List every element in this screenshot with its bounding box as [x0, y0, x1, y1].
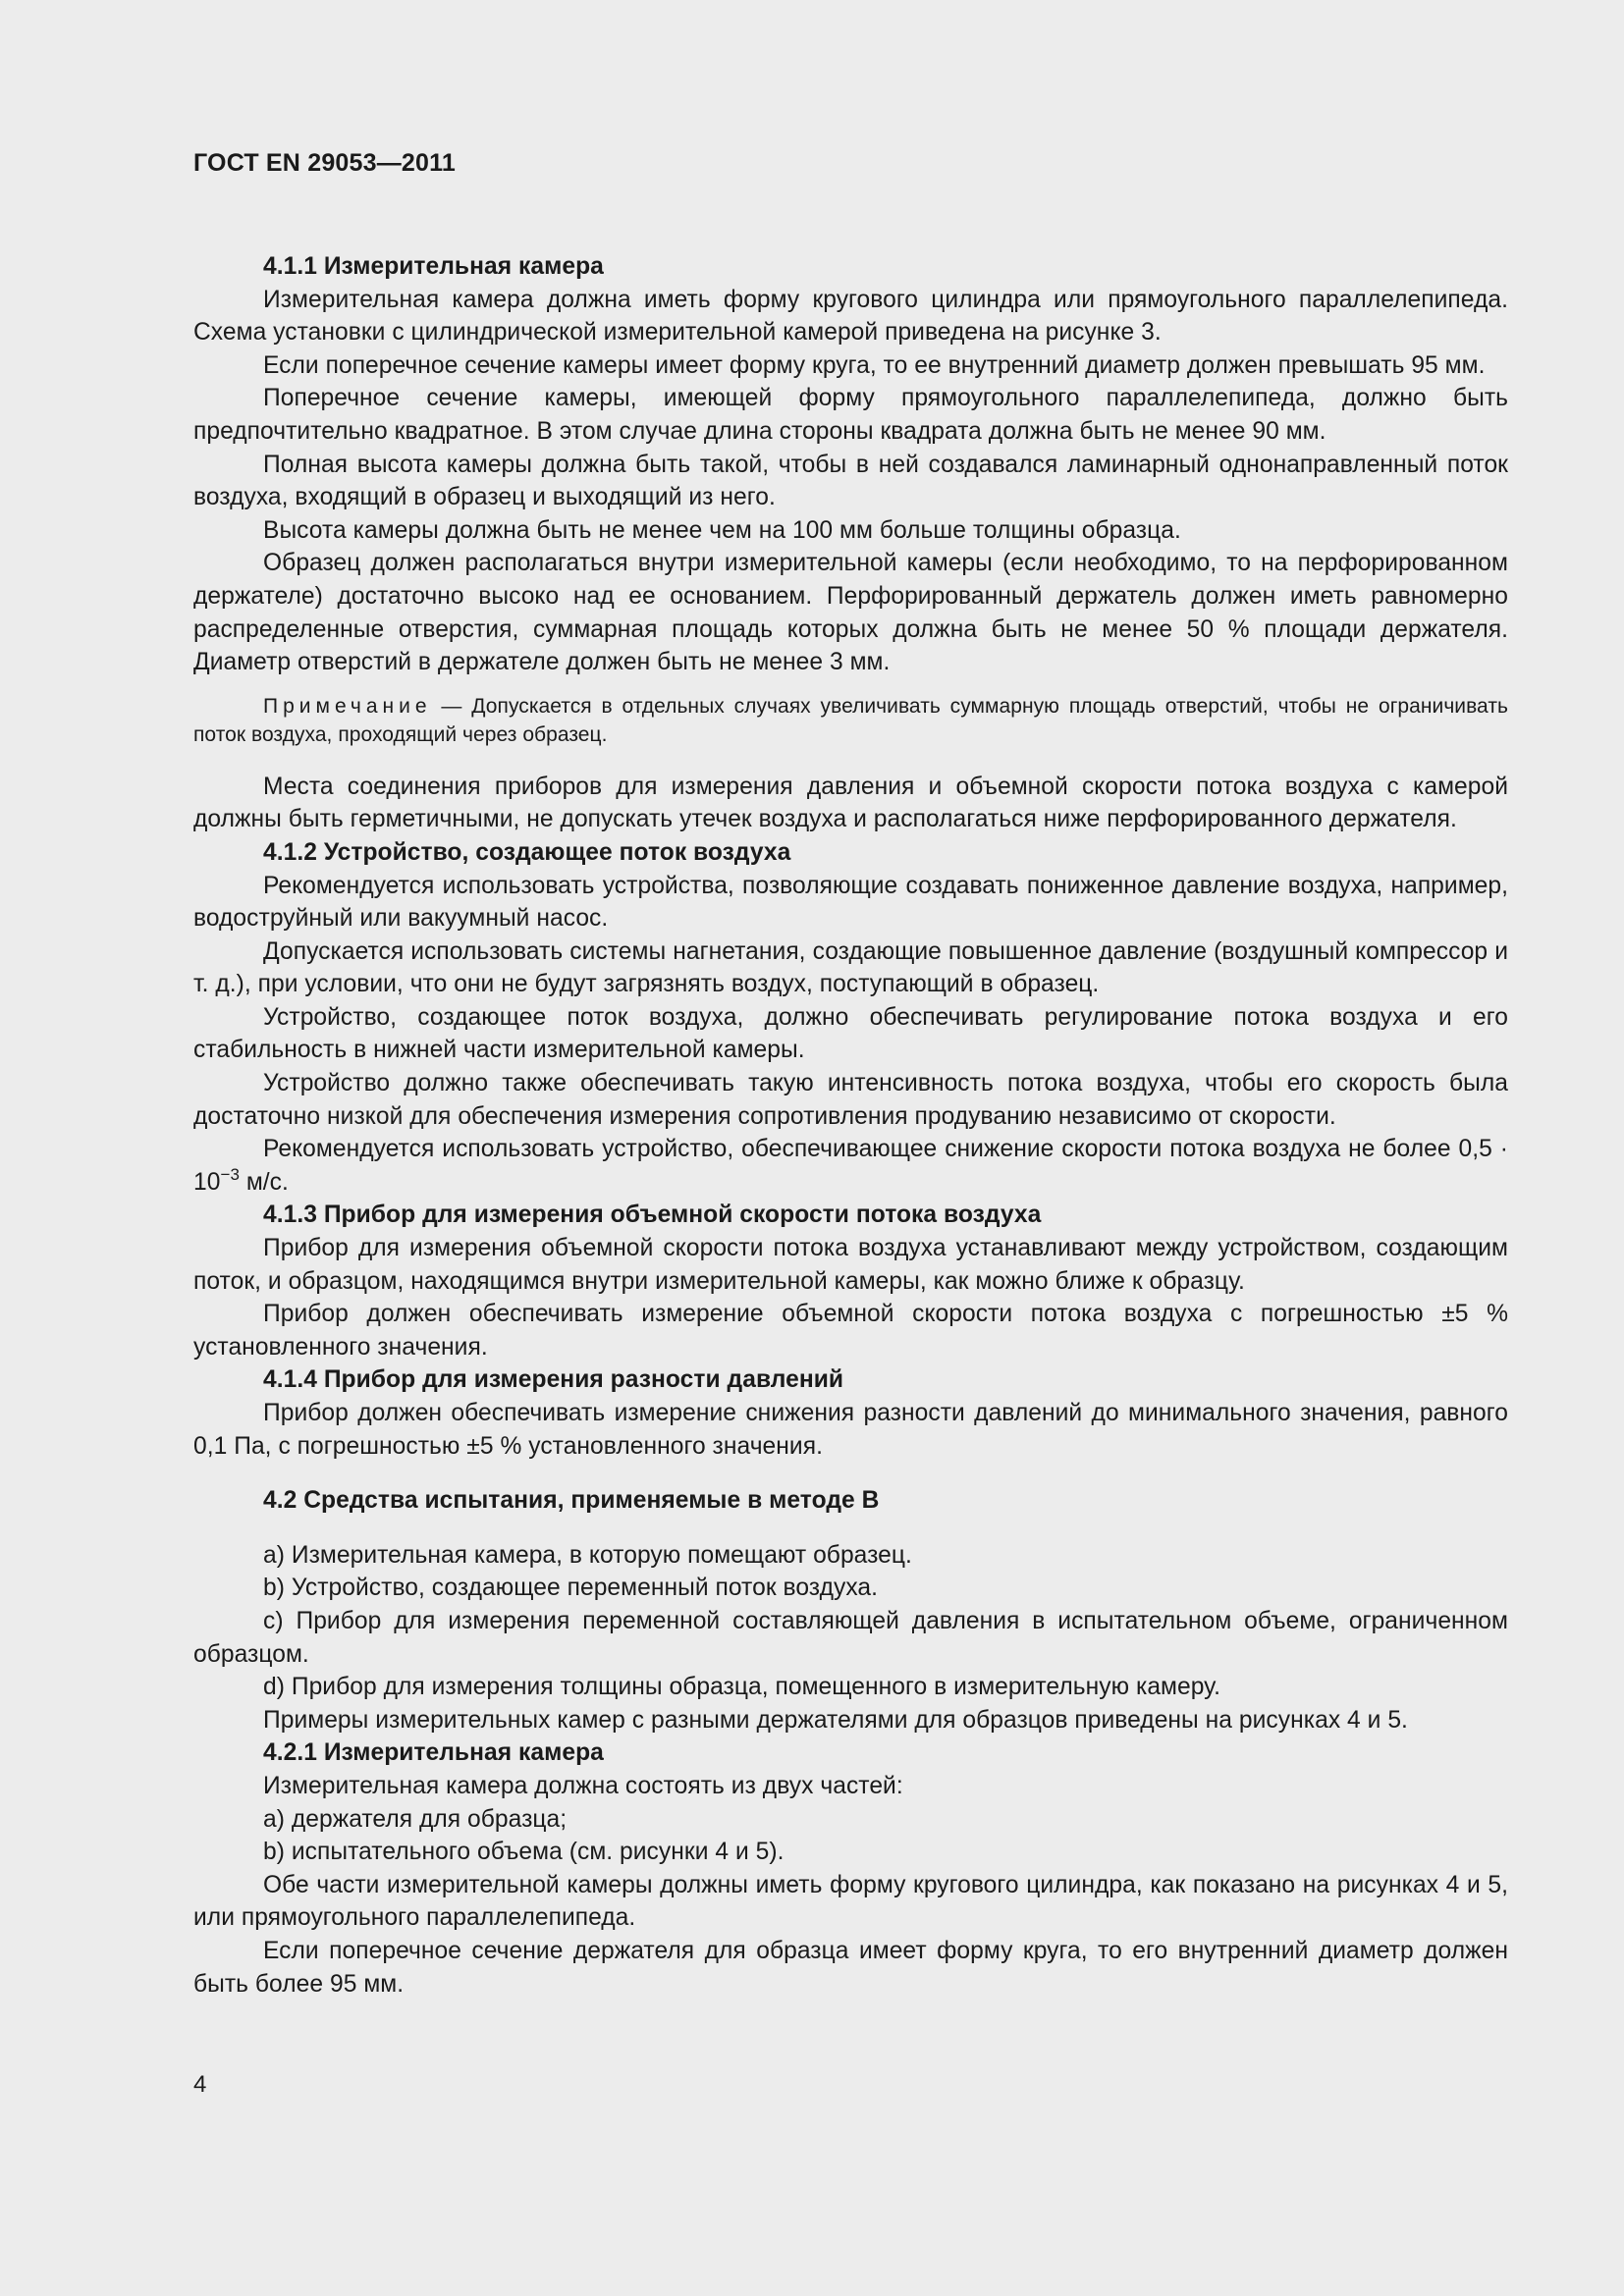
paragraph-text: Рекомендуется использовать устройство, обеспечивающее снижение скорости потока воздуха не более 0,5 · 10	[193, 1136, 1508, 1196]
paragraph: Обе части измерительной камеры должны иметь форму кругового цилиндра, как показано на рисунках 4 и 5, или прямоугольного параллелепипеда.	[193, 1871, 1508, 1932]
paragraph: Прибор для измерения объемной скорости потока воздуха устанавливают между устройством, создающим поток, и образцом, находящимся внутри измерительной камеры, как можно ближе к образцу.	[193, 1235, 1508, 1295]
note-label: Примечание	[263, 694, 432, 718]
paragraph: Прибор должен обеспечивать измерение снижения разности давлений до минимального значения, равного 0,1 Па, с погрешностью ±5 % установленного значения.	[193, 1400, 1508, 1460]
paragraph: Измерительная камера должна состоять из двух частей:	[263, 1772, 903, 1799]
section-heading-4-1-4: 4.1.4 Прибор для измерения разности давлений	[263, 1366, 844, 1394]
section-heading-4-1-1: 4.1.1 Измерительная камера	[263, 253, 604, 280]
paragraph: Полная высота камеры должна быть такой, чтобы в ней создавался ламинарный однонаправленный поток воздуха, входящий в образец и выходящий из него.	[193, 451, 1508, 511]
list-item: c) Прибор для измерения переменной составляющей давления в испытательном объеме, ограниченном образцом.	[193, 1607, 1508, 1668]
paragraph: Устройство должно также обеспечивать такую интенсивность потока воздуха, чтобы его скорость была достаточно низкой для обеспечения измерения сопротивления продуванию независимо от скорости.	[193, 1070, 1508, 1130]
document-header: ГОСТ EN 29053—2011	[193, 149, 456, 177]
list-item: b) испытательного объема (см. рисунки 4 и 5).	[263, 1839, 785, 1866]
paragraph: Образец должен располагаться внутри измерительной камеры (если необходимо, то на перфорированном держателе) достаточно высоко над ее основанием. Перфорированный держатель должен иметь равномерно распределенные отверстия, суммарная площадь которых должна быть не менее 50 % площади держателя. Диаметр отверстий в держателе должен быть не менее 3 мм.	[193, 550, 1508, 676]
paragraph: Поперечное сечение камеры, имеющей форму прямоугольного параллелепипеда, должно быть предпочтительно квадратное. В этом случае длина стороны квадрата должна быть не менее 90 мм.	[193, 385, 1508, 445]
superscript-exponent: −3	[220, 1164, 240, 1184]
paragraph: Прибор должен обеспечивать измерение объемной скорости потока воздуха с погрешностью ±5 % установленного значения.	[193, 1301, 1508, 1361]
list-item: a) держателя для образца;	[263, 1805, 568, 1833]
section-heading-4-1-2: 4.1.2 Устройство, создающее поток воздуха	[263, 838, 791, 866]
paragraph: Высота камеры должна быть не менее чем на 100 мм больше толщины образца.	[263, 516, 1181, 544]
paragraph-text: м/с.	[239, 1168, 289, 1196]
paragraph: Допускается использовать системы нагнетания, создающие повышенное давление (воздушный компрессор и т. д.), при условии, что они не будут загрязнять воздух, поступающий в образец.	[193, 937, 1508, 998]
section-heading-4-2-1: 4.2.1 Измерительная камера	[263, 1739, 604, 1767]
paragraph	[193, 1133, 1508, 1199]
page-number: 4	[193, 2071, 207, 2098]
paragraph: Если поперечное сечение камеры имеет форму круга, то ее внутренний диаметр должен превышать 95 мм.	[263, 351, 1486, 379]
paragraph: Измерительная камера должна иметь форму кругового цилиндра или прямоугольного параллелепипеда. Схема установки с цилиндрической измерительной камерой приведена на рисунке 3.	[193, 286, 1508, 347]
paragraph: Примеры измерительных камер с разными держателями для образцов приведены на рисунках 4 и 5.	[263, 1706, 1408, 1734]
section-heading-4-1-3: 4.1.3 Прибор для измерения объемной скорости потока воздуха	[263, 1201, 1042, 1229]
note-text: — Допускается в отдельных случаях увеличивать суммарную площадь отверстий, чтобы не ограничивать поток воздуха, проходящий через образец.	[193, 694, 1508, 746]
paragraph: Места соединения приборов для измерения давления и объемной скорости потока воздуха с камерой должны быть герметичными, не допускать утечек воздуха и располагаться ниже перфорированного держателя.	[193, 773, 1508, 833]
list-item: d) Прибор для измерения толщины образца, помещенного в измерительную камеру.	[263, 1674, 1220, 1701]
section-heading-4-2: 4.2 Средства испытания, применяемые в методе В	[263, 1487, 880, 1515]
note	[193, 692, 1508, 749]
list-item: a) Измерительная камера, в которую помещают образец.	[263, 1541, 912, 1569]
paragraph: Рекомендуется использовать устройства, позволяющие создавать пониженное давление воздуха, например, водоструйный или вакуумный насос.	[193, 872, 1508, 933]
paragraph: Если поперечное сечение держателя для образца имеет форму круга, то его внутренний диаметр должен быть более 95 мм.	[193, 1937, 1508, 1998]
document-body	[193, 250, 1508, 2001]
list-item: b) Устройство, создающее переменный поток воздуха.	[263, 1575, 879, 1602]
paragraph: Устройство, создающее поток воздуха, должно обеспечивать регулирование потока воздуха и его стабильность в нижней части измерительной камеры.	[193, 1003, 1508, 1064]
